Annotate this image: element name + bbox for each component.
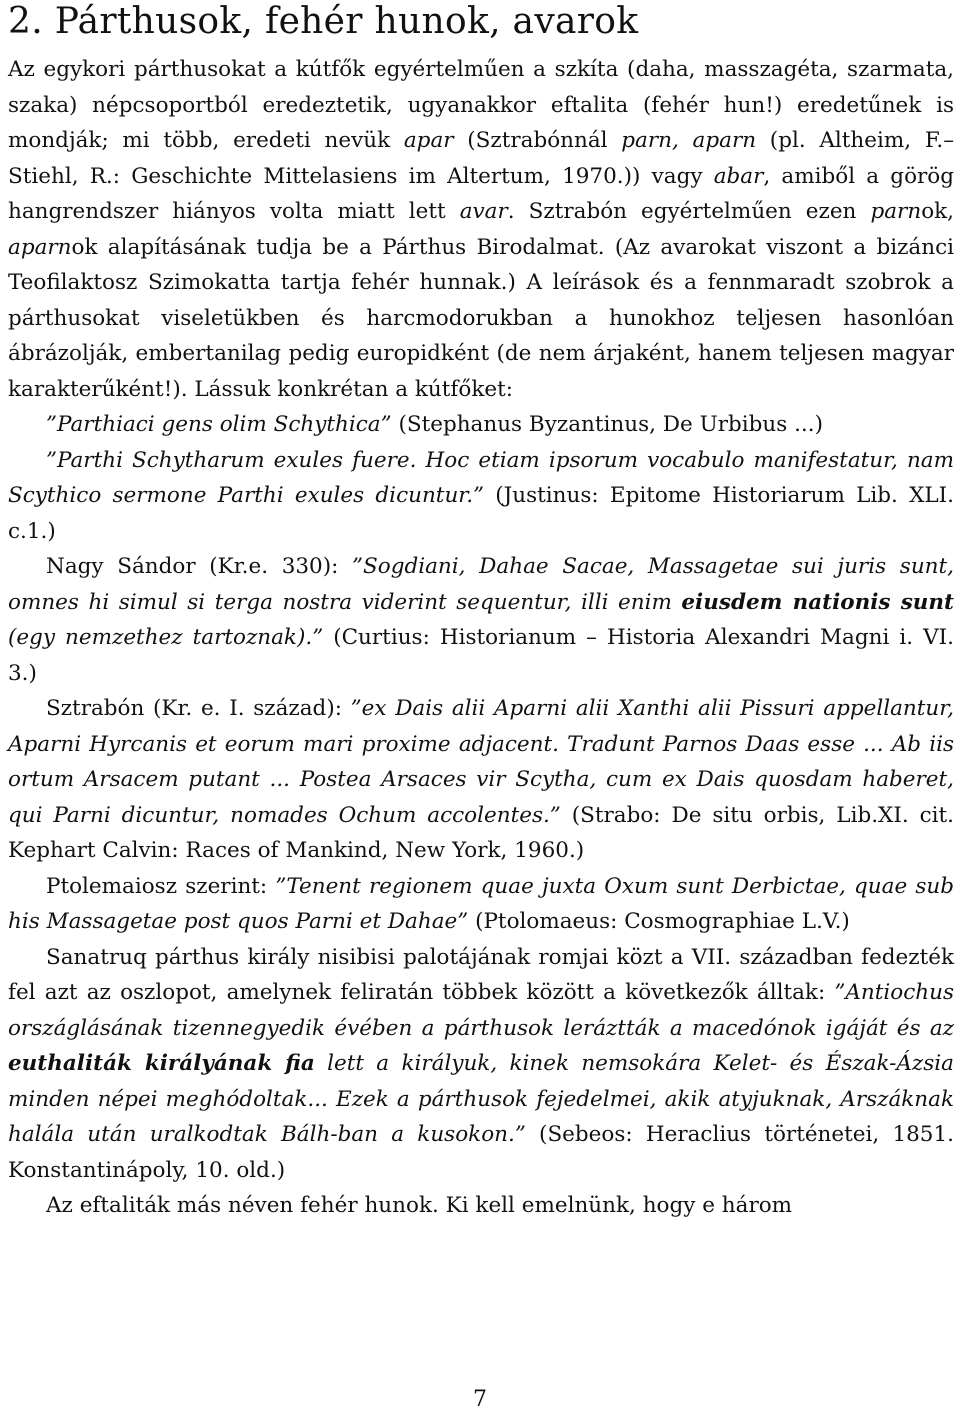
text-run: Ptolemaiosz szerint: (46, 873, 276, 899)
paragraph (8, 869, 954, 940)
text-run: parn (870, 199, 922, 224)
text-run: avar (459, 199, 508, 224)
text-run: (egy nemzethez tartoznak). (8, 625, 313, 650)
text-run: Nagy Sándor (Kr.e. 330): (46, 554, 353, 579)
text-run: ”Sogdiani, Dahae Sacae, Massagetae sui juris sunt, omnes hi simul si terga nostra viderint sequentur, illi enim (8, 554, 954, 615)
text-run: ”Parthiaci gens olim Schythica” (46, 412, 392, 437)
text-run: ”Parthi Schytharum exules fuere. Hoc etiam ipsorum vocabulo manifestatur, nam Scythico sermone Parthi exules dicuntur.” (8, 447, 954, 508)
text-run: eiusdem nationis sunt (681, 589, 954, 615)
text-run: (Strabo: De situ orbis, Lib.XI. cit. Kephart Calvin: Races of Mankind, New York, 1960.) (8, 802, 955, 863)
text-run: . Sztrabón egyértelműen ezen (507, 199, 871, 224)
text-run: (pl. Altheim, F.– Stiehl, R.: Geschichte Mittelasiens im Altertum, 1970.)) vagy (8, 128, 954, 189)
paragraph (8, 407, 954, 443)
paragraph (8, 443, 954, 550)
text-run: (Sebeos: Heraclius történetei, 1851. Konstantinápoly, 10. old.) (8, 1122, 954, 1183)
text-run: abar (713, 163, 764, 189)
text-run: aparn (8, 234, 72, 260)
text-run: (Ptolomaeus: Cosmographiae L.V.) (468, 909, 850, 934)
paragraph (8, 1188, 954, 1224)
text-run: (Stephanus Byzantinus, De Urbibus ...) (391, 412, 823, 437)
text-run: euthaliták királyának fia (8, 1051, 315, 1076)
text-run: ”ex Dais alii Aparni alii Xanthi alii Pissuri appellantur, Aparni Hyrcanis et eorum mari proxime adjacent. Tradunt Parnos Daas esse ... Ab iis ortum Arsacem putant ... Postea Arsaces vir Scytha, cum ex Dais quosdam haberet, qui Parni dicuntur, nomades Ochum accolentes.” (8, 696, 954, 828)
text-run: (Sztrabónnál (453, 128, 622, 153)
text-run: parn, aparn (621, 128, 757, 153)
text-run: (Curtius: Historianum – Historia Alexandri Magni i. VI. 3.) (8, 625, 954, 686)
text-run: ok alapításának tudja be a Párthus Birodalmat. (Az avarokat viszont a bizánci Teofilaktosz Szimokatta tartja fehér hunnak.) A leírások és a fennmaradt szobrok a párthusokat viseletükben és harcmodorukban a hunokhoz teljesen hasonlóan ábrázolják, embertanilag pedig europidként (de nem árjaként, hanem teljesen magyar karakterűként!). Lássuk konkrétan a kútfőket: (8, 234, 954, 402)
text-run: (Justinus: Epitome Historiarum Lib. XLI. c.1.) (8, 483, 954, 544)
page-number: 7 (473, 1387, 487, 1412)
text-run: Az egykori párthusokat a kútfők egyértelműen a szkíta (daha, masszagéta, szarmata, szaka) népcsoportból eredeztetik, ugyanakkor eftalita (fehér hun!) eredetűnek is mondják; mi több, eredeti nevük (8, 57, 954, 153)
text-run: ”Antiochus országlásának tizennegyedik évében a párthusok leráztták a macedónok igáját és az (8, 980, 954, 1041)
paragraph (8, 691, 954, 869)
text-run: ok, (921, 199, 954, 224)
text-run: lett a királyuk, kinek nemsokára Kelet- és Észak-Ázsia minden népei meghódoltak... Ezek a párthusok fejedelmei, akik atyjuknak, Arszáknak halála után uralkodtak Bálh-ban a kusokon.” (8, 1051, 954, 1147)
paragraph (8, 52, 954, 407)
text-run: , amiből a görög hangrendszer hiányos volta miatt lett (8, 163, 954, 224)
text-run: ”Tenent regionem quae juxta Oxum sunt Derbictae, quae sub his Massagetae post quos Parni et Dahae” (8, 873, 954, 934)
body-text (8, 52, 954, 1224)
text-run: Az eftaliták más néven fehér hunok. Ki kell emelnünk, hogy e három (46, 1193, 793, 1218)
paragraph (8, 940, 954, 1189)
text-run: apar (403, 128, 454, 153)
text-run: ” (312, 625, 324, 650)
section-title: 2. Párthusok, fehér hunok, avarok (8, 1, 639, 42)
text-run: Sanatruq párthus király nisibisi palotájának romjai közt a VII. században fedezték fel azt az oszlopot, amelynek feliratán többek között a következők álltak: (8, 944, 954, 1005)
text-run: Sztrabón (Kr. e. I. század): (46, 696, 351, 721)
paragraph (8, 549, 954, 691)
